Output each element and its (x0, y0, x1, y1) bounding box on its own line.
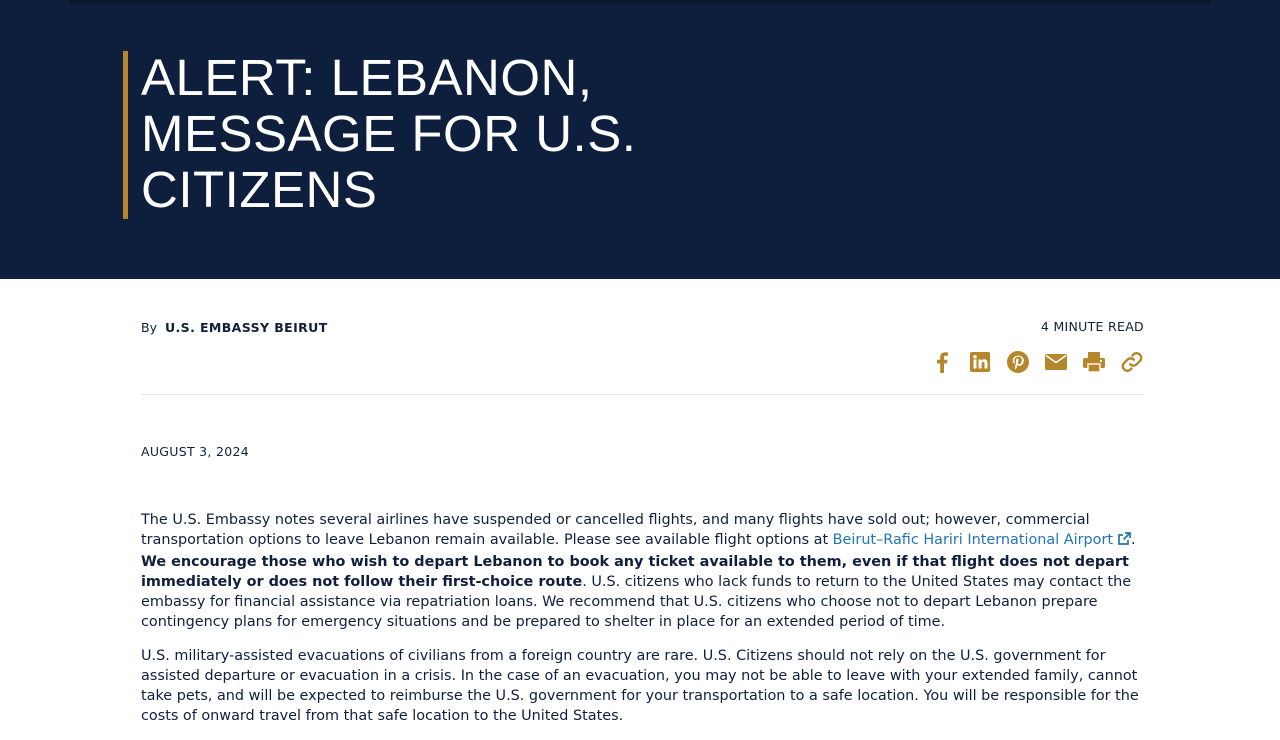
title-accent-bar (123, 51, 128, 219)
copy-link-icon[interactable] (1120, 350, 1144, 374)
paragraph-text: . U.S. citizens who lack funds to return to the United States may contact the embassy for financial assistance via repatriation loans. We recommend that U.S. citizens who choose not to depart Lebanon prepare contingency plans for emergency situations and be prepared to shelter in place for an extended period of time. (141, 574, 1132, 630)
external-link-icon[interactable] (1117, 532, 1131, 552)
hero-banner (0, 0, 1280, 279)
article-paragraph-2: U.S. military-assisted evacuations of civilians from a foreign country are rare. U.S. Citizens should not rely on the U.S. government for assisted departure or evacuation in a crisis. In the case of an evacuation, you may not be able to leave with your extended family, cannot take pets, and will be expected to reimburse the U.S. government for your transportation to a safe location. You will be responsible for the costs of onward travel from that safe location to the United States. (141, 648, 1139, 724)
airport-link[interactable]: Beirut–Rafic Hariri International Airport (832, 532, 1114, 548)
article-body (141, 510, 1146, 740)
article-paragraph-1 (141, 510, 1146, 632)
print-icon[interactable] (1082, 350, 1106, 374)
pinterest-icon[interactable] (1006, 350, 1030, 374)
publish-date: AUGUST 3, 2024 (141, 444, 249, 459)
author-name: U.S. EMBASSY BEIRUT (164, 320, 328, 335)
read-time: 4 MINUTE READ (1040, 319, 1144, 334)
emphasis-text: We encourage those who wish to depart Lebanon to book any ticket available to them, even if that flight does not depart immediately or does not follow their first-choice route (141, 554, 1129, 590)
facebook-icon[interactable] (930, 350, 954, 374)
header-shadow (70, 0, 1210, 6)
paragraph-text: The U.S. Embassy notes several airlines have suspended or cancelled flights, and many flights have sold out; however, commercial transportation options to leave Lebanon remain available. Please see available flight options at (141, 512, 1090, 548)
byline (141, 320, 328, 335)
article-meta (141, 310, 1144, 395)
paragraph-text: . (1131, 532, 1136, 548)
email-icon[interactable] (1044, 350, 1068, 374)
page-title: ALERT: LEBANON, MESSAGE FOR U.S. CITIZENS (141, 49, 637, 218)
linkedin-icon[interactable] (968, 350, 992, 374)
share-bar (930, 350, 1144, 374)
by-label: By (141, 320, 157, 335)
